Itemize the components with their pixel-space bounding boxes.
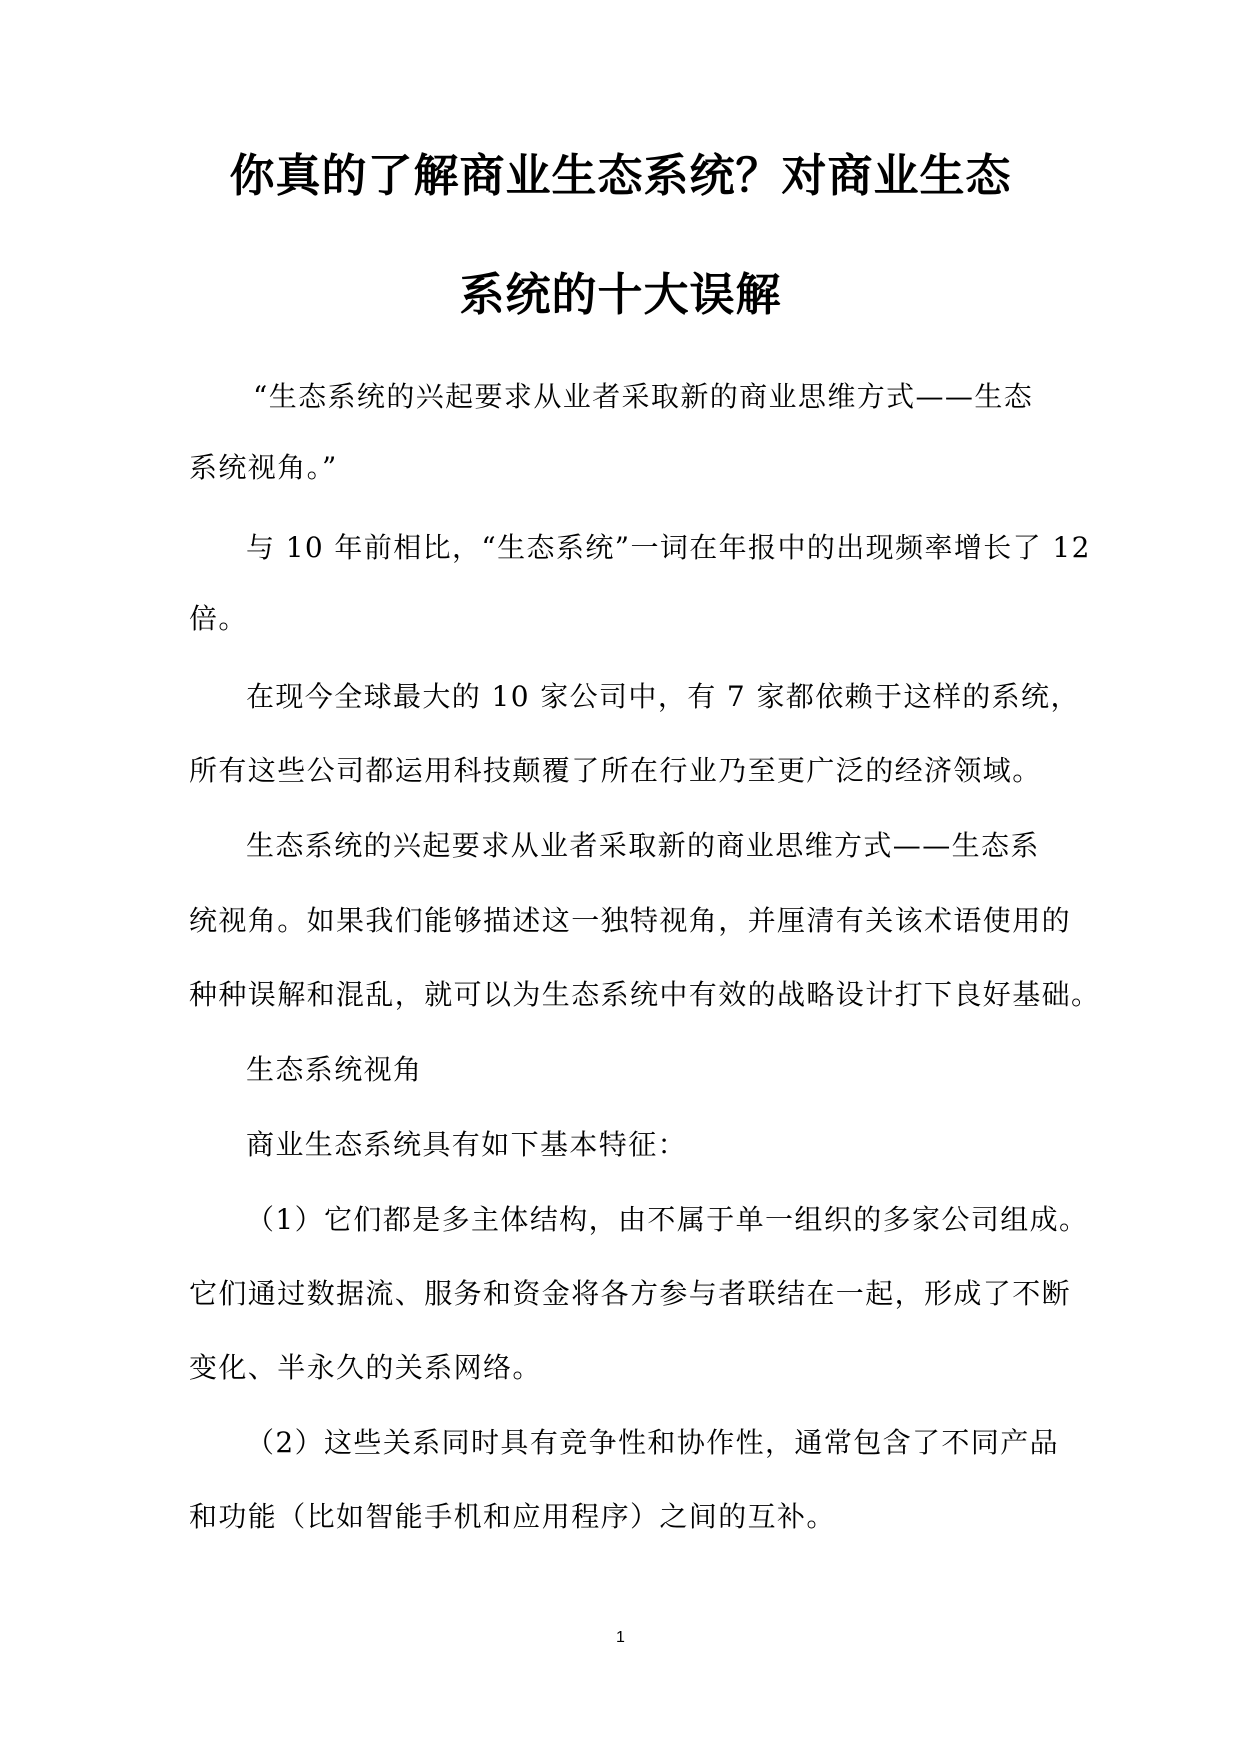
paragraph-line: 生态系统的兴起要求从业者采取新的商业思维方式——生态系: [246, 829, 1040, 862]
paragraph-line: 系统视角。”: [189, 451, 338, 484]
paragraph-line: 它们通过数据流、服务和资金将各方参与者联结在一起，形成了不断: [189, 1277, 1072, 1310]
paragraph-line: （2）这些关系同时具有竞争性和协作性，通常包含了不同产品: [246, 1426, 1060, 1459]
section-heading: 生态系统视角: [246, 1053, 423, 1086]
paragraph-line: 变化、半永久的关系网络。: [189, 1351, 542, 1384]
paragraph-line: 统视角。如果我们能够描述这一独特视角，并厘清有关该术语使用的: [189, 904, 1072, 937]
paragraph-line: “生态系统的兴起要求从业者采取新的商业思维方式——生态: [253, 380, 1034, 413]
paragraph-line: 种种误解和混乱，就可以为生态系统中有效的战略设计打下良好基础。: [189, 978, 1101, 1011]
paragraph-line: （1）它们都是多主体结构，由不属于单一组织的多家公司组成。: [246, 1203, 1089, 1236]
paragraph-line: 在现今全球最大的 10 家公司中，有 7 家都依赖于这样的系统，: [246, 680, 1080, 713]
page-number: 1: [616, 1629, 625, 1646]
document-title-line-2: 系统的十大误解: [459, 268, 782, 321]
paragraph-line: 和功能（比如智能手机和应用程序）之间的互补。: [189, 1500, 836, 1533]
paragraph-line: 所有这些公司都运用科技颠覆了所在行业乃至更广泛的经济领域。: [189, 754, 1042, 787]
paragraph-line: 倍。: [189, 602, 248, 635]
paragraph-line: 商业生态系统具有如下基本特征：: [246, 1128, 688, 1161]
document-title-line-1: 你真的了解商业生态系统？对商业生态: [229, 149, 1012, 202]
paragraph-line: 与 10 年前相比，“生态系统”一词在年报中的出现频率增长了 12: [246, 531, 1091, 564]
